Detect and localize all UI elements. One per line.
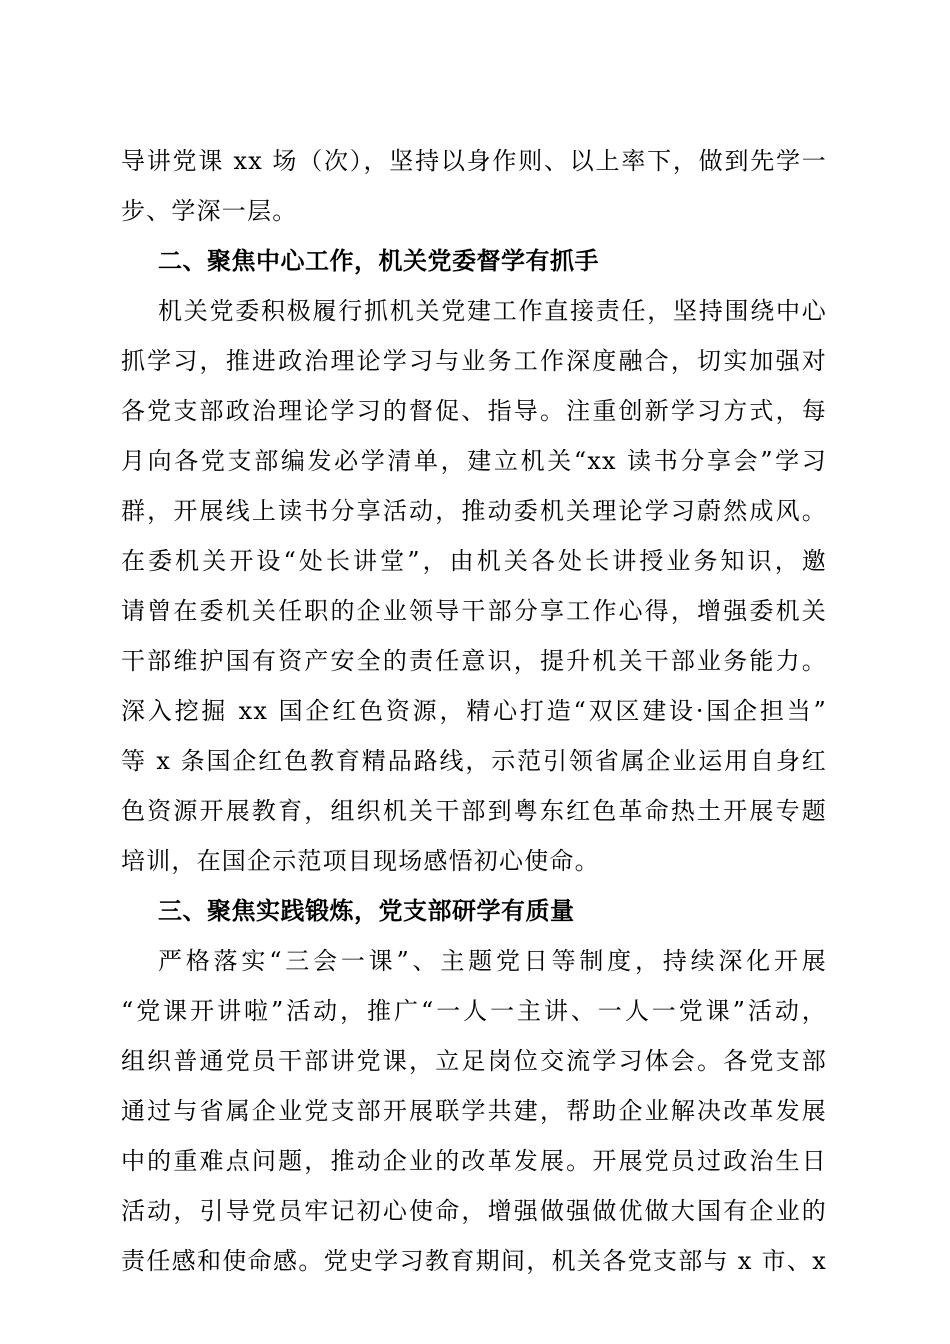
paragraph-line: 培训，在国企示范项目现场感悟初心使命。 [121, 847, 600, 875]
paragraph-line: 组织普通党员干部讲党课，立足岗位交流学习体会。各党支部 [121, 1047, 827, 1075]
paragraph-line: 导讲党课 xx 场（次），坚持以身作则、以上率下，做到先学一 [121, 147, 827, 175]
paragraph-line: 群，开展线上读书分享活动，推动委机关理论学习蔚然成风。 [121, 497, 827, 525]
paragraph-line: 通过与省属企业党支部开展联学共建，帮助企业解决改革发展 [121, 1097, 827, 1125]
section-heading-3: 三、聚焦实践锻炼，党支部研学有质量 [158, 897, 575, 925]
paragraph-line: 请曾在委机关任职的企业领导干部分享工作心得，增强委机关 [121, 597, 827, 625]
paragraph-line: 步、学深一层。 [121, 197, 298, 225]
paragraph-line: 责任感和使命感。党史学习教育期间，机关各党支部与 x 市、x [121, 1247, 827, 1275]
paragraph-line: 月向各党支部编发必学清单，建立机关“xx 读书分享会”学习 [121, 447, 827, 475]
paragraph-line: “党课开讲啦”活动，推广“一人一主讲、一人一党课”活动， [121, 997, 827, 1025]
paragraph-line: 各党支部政治理论学习的督促、指导。注重创新学习方式，每 [121, 397, 827, 425]
section-heading-2: 二、聚焦中心工作，机关党委督学有抓手 [158, 247, 599, 275]
paragraph-line: 严格落实“三会一课”、主题党日等制度，持续深化开展 [158, 947, 827, 975]
paragraph-line: 在委机关开设“处长讲堂”，由机关各处长讲授业务知识，邀 [121, 547, 827, 575]
paragraph-line: 抓学习，推进政治理论学习与业务工作深度融合，切实加强对 [121, 347, 827, 375]
paragraph-line: 活动，引导党员牢记初心使命，增强做强做优做大国有企业的 [121, 1197, 827, 1225]
paragraph-line: 等 x 条国企红色教育精品路线，示范引领省属企业运用自身红 [121, 747, 827, 775]
paragraph-line: 色资源开展教育，组织机关干部到粤东红色革命热土开展专题 [121, 797, 827, 825]
paragraph-line: 机关党委积极履行抓机关党建工作直接责任，坚持围绕中心 [158, 297, 827, 325]
paragraph-line: 深入挖掘 xx 国企红色资源，精心打造“双区建设·国企担当” [121, 697, 827, 725]
paragraph-line: 中的重难点问题，推动企业的改革发展。开展党员过政治生日 [121, 1147, 827, 1175]
paragraph-line: 干部维护国有资产安全的责任意识，提升机关干部业务能力。 [121, 647, 827, 675]
